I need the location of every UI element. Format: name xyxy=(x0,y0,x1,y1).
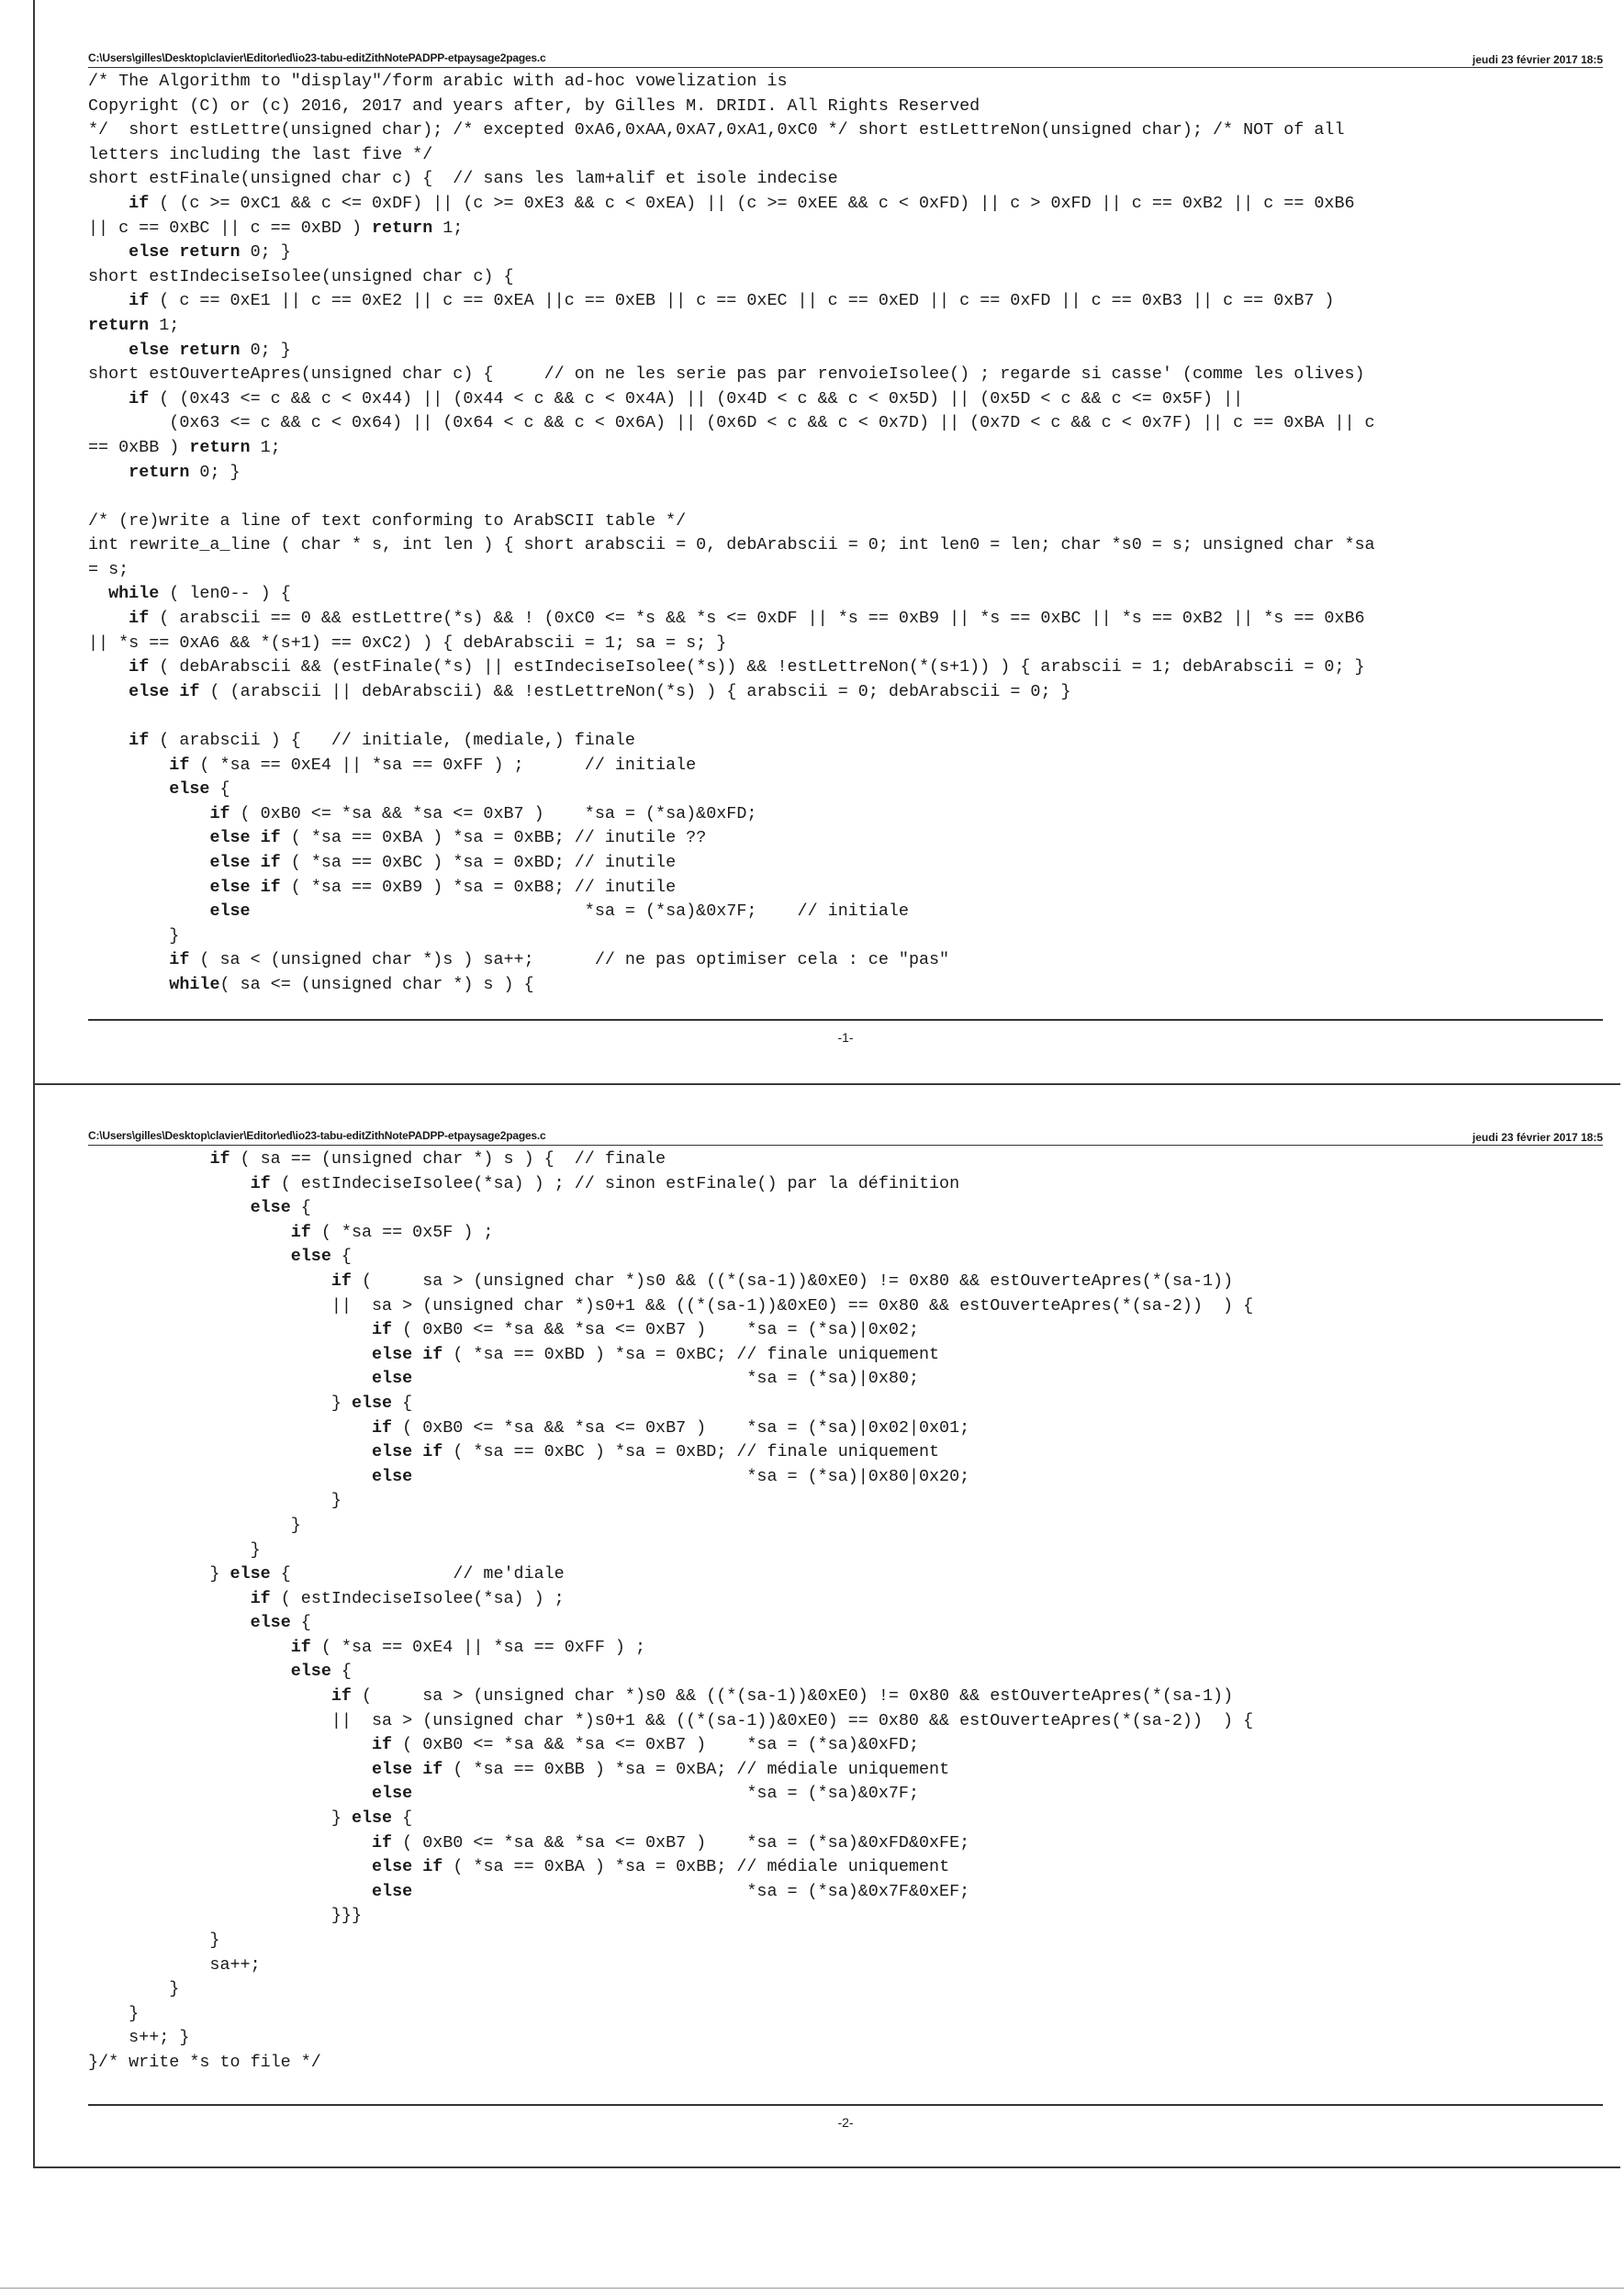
code-line: else *sa = (*sa)&0x7F; xyxy=(372,1784,919,1804)
code-line: if ( *sa == 0xE4 || *sa == 0xFF ) ; xyxy=(290,1637,646,1657)
footer-rule xyxy=(88,1019,1603,1021)
code-line: } else { xyxy=(88,1808,413,1829)
page-separator xyxy=(33,1083,1620,1085)
code-line: else if ( (arabscii || debArabscii) && !estLettreNon(*s) ) { arabscii = 0; debArabscii = 0; } xyxy=(129,681,1071,701)
code-line: } xyxy=(88,1539,261,1560)
code-line: if ( (c >= 0xC1 && c <= 0xDF) || (c >= 0xE3 && c < 0xEA) || (c >= 0xEE && c < 0xFD) || c > 0xFD || c == 0xB2 || c == 0xB6 xyxy=(129,193,1355,213)
code-line: short estFinale(unsigned char c) { // sans les lam+alif et isole indecise xyxy=(88,169,838,189)
code-line: else if ( *sa == 0xBA ) *sa = 0xBB; // médiale uniquement xyxy=(372,1857,950,1877)
page-header xyxy=(88,1122,1603,1148)
code-line: return 1; xyxy=(88,315,180,335)
code-line: if ( estIndeciseIsolee(*sa) ) ; xyxy=(250,1588,565,1608)
code-line: } xyxy=(88,1931,220,1950)
code-line: sa++; xyxy=(88,1954,261,1975)
code-line: else *sa = (*sa)&0x7F; // initiale xyxy=(209,901,909,922)
code-listing xyxy=(88,70,1557,998)
code-line: if ( arabscii ) { // initiale, (mediale,) finale xyxy=(129,731,635,751)
code-line: if ( 0xB0 <= *sa && *sa <= 0xB7 ) *sa = (*sa)|0x02|0x01; xyxy=(372,1417,970,1438)
print-date: jeudi 23 février 2017 18:5 xyxy=(1472,53,1603,66)
code-line: else *sa = (*sa)|0x80|0x20; xyxy=(372,1466,970,1486)
code-line: if ( estIndeciseIsolee(*sa) ) ; // sinon estFinale() par la définition xyxy=(250,1173,960,1193)
code-line: else { xyxy=(250,1613,311,1633)
code-line: || sa > (unsigned char *)s0+1 && ((*(sa-1))&0xE0) == 0x80 && estOuverteApres(*(sa-2)) ) { xyxy=(88,1295,1254,1315)
code-line: if ( c == 0xE1 || c == 0xE2 || c == 0xEA ||c == 0xEB || c == 0xEC || c == 0xED || c == 0xFD || c == 0xB3 || c == 0xB7 ) xyxy=(129,291,1335,311)
code-line: } xyxy=(88,1515,301,1535)
code-line: if ( *sa == 0xE4 || *sa == 0xFF ) ; // initiale xyxy=(169,755,697,775)
code-line: short estIndeciseIsolee(unsigned char c) { xyxy=(88,266,514,286)
page-separator xyxy=(33,2166,1620,2168)
code-line: while ( len0-- ) { xyxy=(108,584,291,604)
print-date: jeudi 23 février 2017 18:5 xyxy=(1472,1131,1603,1144)
code-line: }/* write *s to file */ xyxy=(88,2052,321,2072)
code-line: || *s == 0xA6 && *(s+1) == 0xC2) ) { debArabscii = 1; sa = s; } xyxy=(88,633,727,653)
header-rule xyxy=(88,1145,1603,1146)
code-line: if ( 0xB0 <= *sa && *sa <= 0xB7 ) *sa = (*sa)&0xFD&0xFE; xyxy=(372,1832,970,1853)
code-line: */ short estLettre(unsigned char); /* excepted 0xA6,0xAA,0xA7,0xA1,0xC0 */ short estLettreNon(unsigned char); /* NOT of all xyxy=(88,120,1345,140)
code-line: else if ( *sa == 0xBC ) *sa = 0xBD; // finale uniquement xyxy=(372,1442,940,1462)
code-line: else if ( *sa == 0xBD ) *sa = 0xBC; // finale uniquement xyxy=(372,1344,940,1364)
page-number: -1- xyxy=(837,1030,854,1045)
code-line: if ( 0xB0 <= *sa && *sa <= 0xB7 ) *sa = (*sa)&0xFD; xyxy=(209,803,757,823)
code-line: else { xyxy=(290,1662,352,1682)
code-line: else if ( *sa == 0xBA ) *sa = 0xBB; // inutile ?? xyxy=(209,828,707,848)
code-line: /* The Algorithm to "display"/form arabic with ad-hoc vowelization is xyxy=(88,72,788,91)
page-number: -2- xyxy=(837,2115,854,2130)
code-line: Copyright (C) or (c) 2016, 2017 and years after, by Gilles M. DRIDI. All Rights Reserved xyxy=(88,95,980,116)
file-path: C:\Users\gilles\Desktop\clavier\Editor\ed\io23-tabu-editZithNotePADPP-etpaysage2pages.c xyxy=(88,51,546,64)
code-line: } xyxy=(88,1491,342,1511)
printed-page-2 xyxy=(88,1122,1603,2130)
code-line: || c == 0xBC || c == 0xBD ) return 1; xyxy=(88,218,464,238)
code-line: else { xyxy=(250,1198,311,1218)
code-line: if ( 0xB0 <= *sa && *sa <= 0xB7 ) *sa = (*sa)&0xFD; xyxy=(372,1735,919,1755)
printed-page-1 xyxy=(88,44,1603,1045)
code-line: /* (re)write a line of text conforming to ArabSCII table */ xyxy=(88,510,687,531)
footer-rule xyxy=(88,2104,1603,2106)
code-line: if ( sa == (unsigned char *) s ) { // finale xyxy=(209,1149,666,1169)
page-header xyxy=(88,44,1603,70)
code-line: == 0xBB ) return 1; xyxy=(88,437,281,457)
code-line: else if ( *sa == 0xB9 ) *sa = 0xB8; // inutile xyxy=(209,877,677,897)
code-line: else if ( *sa == 0xBB ) *sa = 0xBA; // médiale uniquement xyxy=(372,1759,950,1779)
code-line: else if ( *sa == 0xBC ) *sa = 0xBD; // inutile xyxy=(209,853,677,872)
code-line: letters including the last five */ xyxy=(88,144,433,164)
code-line: else return 0; } xyxy=(129,242,291,263)
code-line: } xyxy=(88,2003,140,2023)
code-line: } else { // me'diale xyxy=(88,1564,565,1584)
code-line: if ( arabscii == 0 && estLettre(*s) && ! (0xC0 <= *s && *s <= 0xDF || *s == 0xB9 || *s == 0xBC || *s == 0xB2 || *s == 0xB6 xyxy=(129,609,1365,629)
code-line: } xyxy=(88,925,180,946)
code-line: else *sa = (*sa)|0x80; xyxy=(372,1369,919,1389)
code-line: if ( (0x43 <= c && c < 0x44) || (0x44 < c && c < 0x4A) || (0x4D < c && c < 0x5D) || (0x5D < c && c <= 0x5F) || xyxy=(129,388,1244,409)
code-line: if ( debArabscii && (estFinale(*s) || estIndeciseIsolee(*s)) && !estLettreNon(*(s+1)) ) { arabscii = 1; debArabscii = 0; } xyxy=(129,657,1365,677)
scan-artifact-line xyxy=(0,2288,1624,2289)
code-line: return 0; } xyxy=(129,462,241,482)
code-line: else { xyxy=(169,779,230,800)
code-line: short estOuverteApres(unsigned char c) { // on ne les serie pas par renvoieIsolee() ; regarde si casse' (comme les olives) xyxy=(88,364,1365,385)
code-line: || sa > (unsigned char *)s0+1 && ((*(sa-1))&0xE0) == 0x80 && estOuverteApres(*(sa-2)) ) { xyxy=(88,1710,1254,1730)
code-line: else { xyxy=(290,1247,352,1267)
code-line: else return 0; } xyxy=(129,340,291,360)
code-line: if ( sa > (unsigned char *)s0 && ((*(sa-1))&0xE0) != 0x80 && estOuverteApres(*(sa-1)) xyxy=(330,1271,1234,1291)
code-line: while( sa <= (unsigned char *) s ) { xyxy=(169,974,534,994)
code-line: s++; } xyxy=(88,2028,190,2048)
code-listing xyxy=(88,1148,1557,2076)
code-line: } else { xyxy=(88,1393,413,1413)
file-path: C:\Users\gilles\Desktop\clavier\Editor\ed\io23-tabu-editZithNotePADPP-etpaysage2pages.c xyxy=(88,1129,546,1142)
code-line: int rewrite_a_line ( char * s, int len ) { short arabscii = 0, debArabscii = 0; int len0 = len; char *s0 = s; unsigned char *sa xyxy=(88,535,1375,555)
code-line: = s; xyxy=(88,559,129,579)
code-line: if ( sa > (unsigned char *)s0 && ((*(sa-1))&0xE0) != 0x80 && estOuverteApres(*(sa-1)) xyxy=(330,1686,1234,1707)
code-line: else *sa = (*sa)&0x7F&0xEF; xyxy=(372,1881,970,1901)
code-line: } xyxy=(88,1979,180,1999)
code-line: if ( *sa == 0x5F ) ; xyxy=(290,1222,494,1242)
code-line: if ( 0xB0 <= *sa && *sa <= 0xB7 ) *sa = (*sa)|0x02; xyxy=(372,1320,919,1340)
code-line: if ( sa < (unsigned char *)s ) sa++; // ne pas optimiser cela : ce "pas" xyxy=(169,950,950,970)
header-rule xyxy=(88,67,1603,68)
code-line: (0x63 <= c && c < 0x64) || (0x64 < c && c < 0x6A) || (0x6D < c && c < 0x7D) || (0x7D < c && c < 0x7F) || c == 0xBA || c xyxy=(88,413,1375,433)
code-line: }}} xyxy=(88,1906,362,1926)
